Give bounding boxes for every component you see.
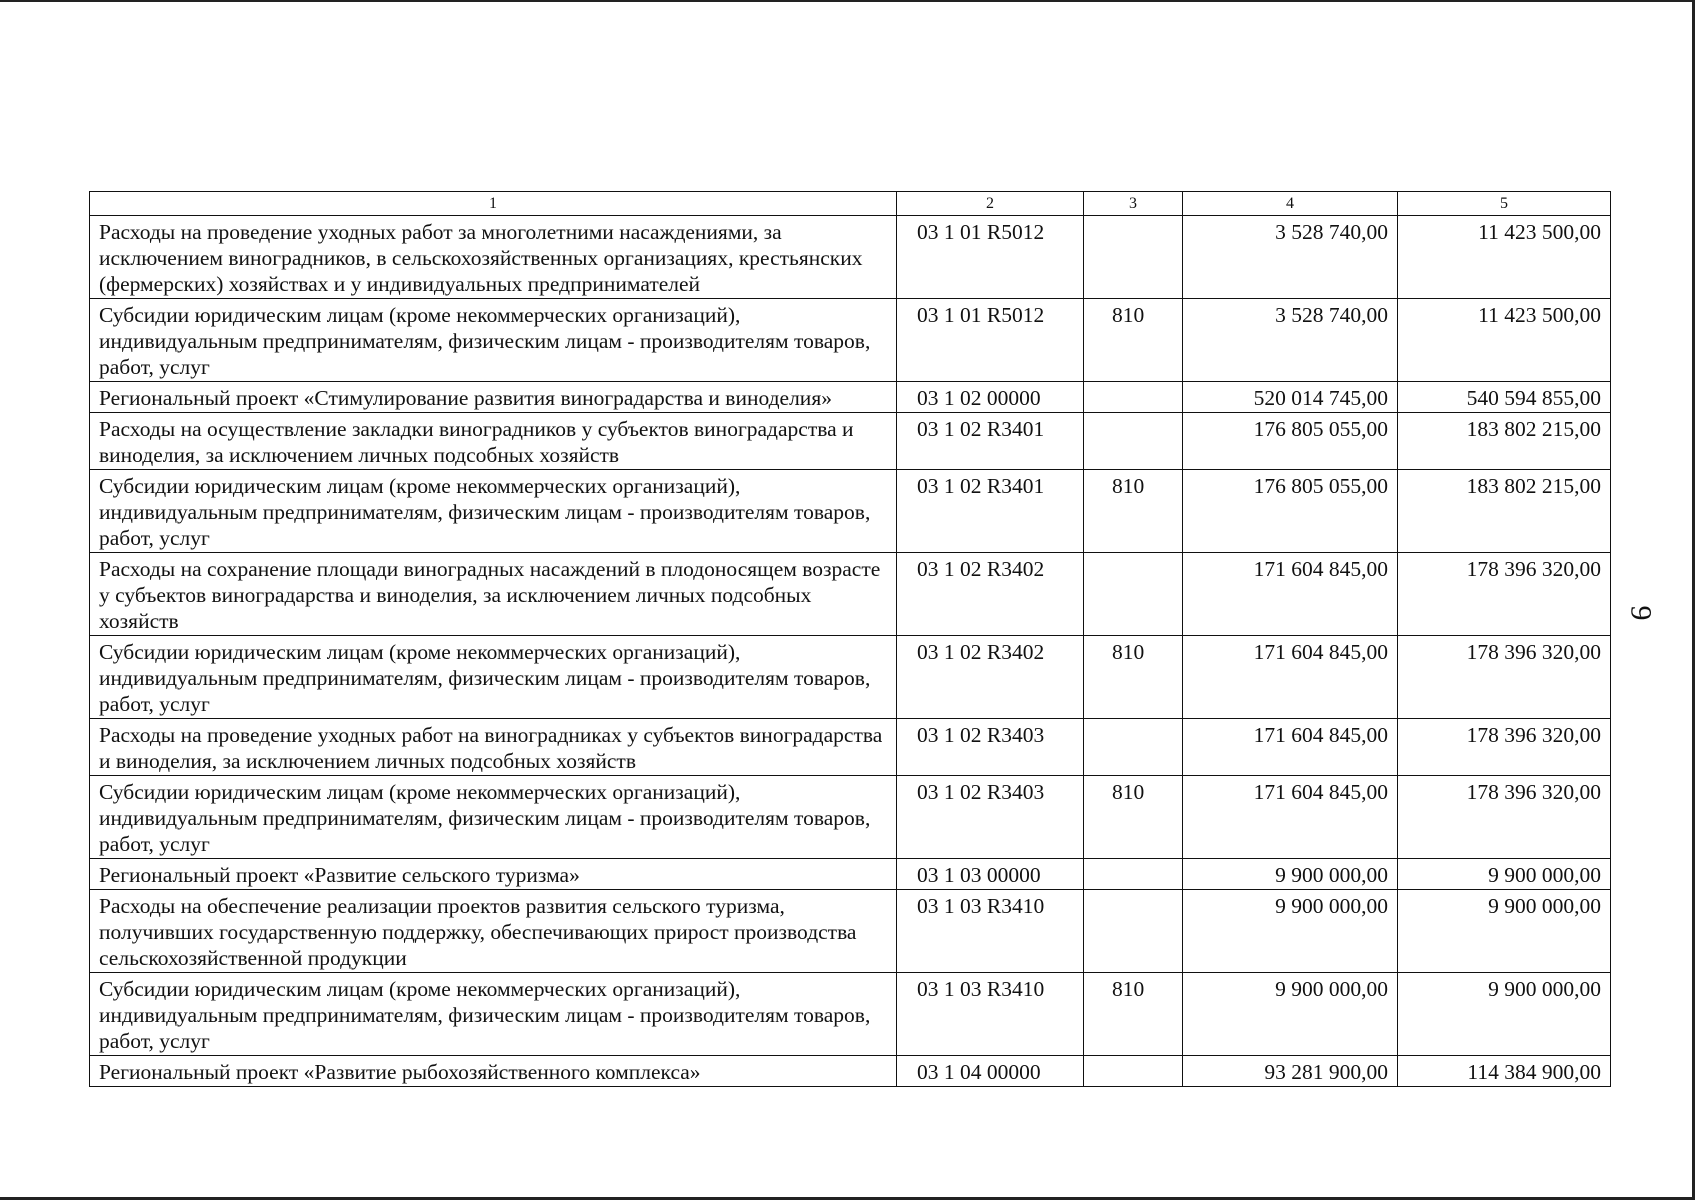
table-row (90, 553, 1611, 636)
expense-name-cell: Субсидии юридическим лицам (кроме некоммерческих организаций), индивидуальным предпринимателям, физическим лицам - производителям товаров, работ, услуг (90, 636, 897, 719)
classification-code-cell: 03 1 02 R3403 (897, 776, 1084, 859)
classification-code-cell: 03 1 02 R3401 (897, 470, 1084, 553)
expense-type-cell (1084, 890, 1183, 973)
expense-name-cell: Региональный проект «Стимулирование развития виноградарства и виноделия» (90, 382, 897, 413)
table-row (90, 859, 1611, 890)
amount-col4-cell: 171 604 845,00 (1183, 719, 1398, 776)
classification-code-cell: 03 1 02 R3402 (897, 553, 1084, 636)
table-header-row (90, 192, 1611, 216)
amount-col5-cell: 183 802 215,00 (1398, 470, 1611, 553)
table-row (90, 776, 1611, 859)
amount-col5-cell: 11 423 500,00 (1398, 299, 1611, 382)
expense-type-cell: 810 (1084, 299, 1183, 382)
expense-type-cell (1084, 1056, 1183, 1087)
expense-type-cell (1084, 553, 1183, 636)
classification-code-cell: 03 1 01 R5012 (897, 216, 1084, 299)
expense-name-cell: Субсидии юридическим лицам (кроме некоммерческих организаций), индивидуальным предпринимателям, физическим лицам - производителям товаров, работ, услуг (90, 776, 897, 859)
table-row (90, 1056, 1611, 1087)
amount-col4-cell: 3 528 740,00 (1183, 216, 1398, 299)
amount-col4-cell: 9 900 000,00 (1183, 973, 1398, 1056)
expense-name-cell: Субсидии юридическим лицам (кроме некоммерческих организаций), индивидуальным предпринимателям, физическим лицам - производителям товаров, работ, услуг (90, 470, 897, 553)
table-row (90, 413, 1611, 470)
table-row (90, 299, 1611, 382)
expense-type-cell: 810 (1084, 973, 1183, 1056)
amount-col5-cell: 114 384 900,00 (1398, 1056, 1611, 1087)
expense-name-cell: Субсидии юридическим лицам (кроме некоммерческих организаций), индивидуальным предпринимателям, физическим лицам - производителям товаров, работ, услуг (90, 299, 897, 382)
expense-type-cell (1084, 216, 1183, 299)
column-header-3: 3 (1084, 192, 1183, 216)
amount-col5-cell: 9 900 000,00 (1398, 973, 1611, 1056)
column-header-5: 5 (1398, 192, 1611, 216)
table-row (90, 470, 1611, 553)
expense-name-cell: Субсидии юридическим лицам (кроме некоммерческих организаций), индивидуальным предпринимателям, физическим лицам - производителям товаров, работ, услуг (90, 973, 897, 1056)
table-row (90, 719, 1611, 776)
scan-border-top (0, 0, 1695, 2)
classification-code-cell: 03 1 03 00000 (897, 859, 1084, 890)
amount-col4-cell: 176 805 055,00 (1183, 413, 1398, 470)
expense-name-cell: Расходы на сохранение площади виноградных насаждений в плодоносящем возрасте у субъектов виноградарства и виноделия, за исключением личных подсобных хозяйств (90, 553, 897, 636)
table-row (90, 890, 1611, 973)
amount-col4-cell: 171 604 845,00 (1183, 776, 1398, 859)
classification-code-cell: 03 1 02 R3402 (897, 636, 1084, 719)
expense-name-cell: Расходы на осуществление закладки виноградников у субъектов виноградарства и виноделия, за исключением личных подсобных хозяйств (90, 413, 897, 470)
expense-type-cell (1084, 859, 1183, 890)
amount-col4-cell: 171 604 845,00 (1183, 636, 1398, 719)
amount-col5-cell: 9 900 000,00 (1398, 859, 1611, 890)
table-row (90, 973, 1611, 1056)
column-header-4: 4 (1183, 192, 1398, 216)
column-header-1: 1 (90, 192, 897, 216)
expense-name-cell: Региональный проект «Развитие сельского туризма» (90, 859, 897, 890)
amount-col4-cell: 9 900 000,00 (1183, 859, 1398, 890)
expense-name-cell: Расходы на проведение уходных работ на виноградниках у субъектов виноградарства и виноделия, за исключением личных подсобных хозяйств (90, 719, 897, 776)
amount-col5-cell: 178 396 320,00 (1398, 553, 1611, 636)
expense-type-cell: 810 (1084, 636, 1183, 719)
expense-name-cell: Расходы на проведение уходных работ за многолетними насаждениями, за исключением виноградников, в сельскохозяйственных организациях, крестьянских (фермерских) хозяйствах и у индивидуальных предпринимателей (90, 216, 897, 299)
amount-col5-cell: 540 594 855,00 (1398, 382, 1611, 413)
classification-code-cell: 03 1 02 R3403 (897, 719, 1084, 776)
expense-type-cell (1084, 413, 1183, 470)
expense-type-cell (1084, 719, 1183, 776)
classification-code-cell: 03 1 02 00000 (897, 382, 1084, 413)
amount-col4-cell: 93 281 900,00 (1183, 1056, 1398, 1087)
expense-name-cell: Расходы на обеспечение реализации проектов развития сельского туризма, получивших государственную поддержку, обеспечивающих прирост производства сельскохозяйственной продукции (90, 890, 897, 973)
table-row (90, 382, 1611, 413)
amount-col5-cell: 11 423 500,00 (1398, 216, 1611, 299)
classification-code-cell: 03 1 01 R5012 (897, 299, 1084, 382)
amount-col5-cell: 183 802 215,00 (1398, 413, 1611, 470)
amount-col5-cell: 178 396 320,00 (1398, 719, 1611, 776)
amount-col5-cell: 9 900 000,00 (1398, 890, 1611, 973)
classification-code-cell: 03 1 02 R3401 (897, 413, 1084, 470)
column-header-2: 2 (897, 192, 1084, 216)
budget-table (89, 191, 1611, 1087)
amount-col4-cell: 9 900 000,00 (1183, 890, 1398, 973)
amount-col4-cell: 176 805 055,00 (1183, 470, 1398, 553)
classification-code-cell: 03 1 03 R3410 (897, 973, 1084, 1056)
expense-type-cell: 810 (1084, 470, 1183, 553)
expense-name-cell: Региональный проект «Развитие рыбохозяйственного комплекса» (90, 1056, 897, 1087)
table-row (90, 216, 1611, 299)
expense-type-cell (1084, 382, 1183, 413)
classification-code-cell: 03 1 03 R3410 (897, 890, 1084, 973)
amount-col4-cell: 171 604 845,00 (1183, 553, 1398, 636)
amount-col5-cell: 178 396 320,00 (1398, 636, 1611, 719)
amount-col4-cell: 520 014 745,00 (1183, 382, 1398, 413)
expense-type-cell: 810 (1084, 776, 1183, 859)
amount-col4-cell: 3 528 740,00 (1183, 299, 1398, 382)
amount-col5-cell: 178 396 320,00 (1398, 776, 1611, 859)
classification-code-cell: 03 1 04 00000 (897, 1056, 1084, 1087)
table-row (90, 636, 1611, 719)
page-number: 9 (1624, 605, 1658, 621)
